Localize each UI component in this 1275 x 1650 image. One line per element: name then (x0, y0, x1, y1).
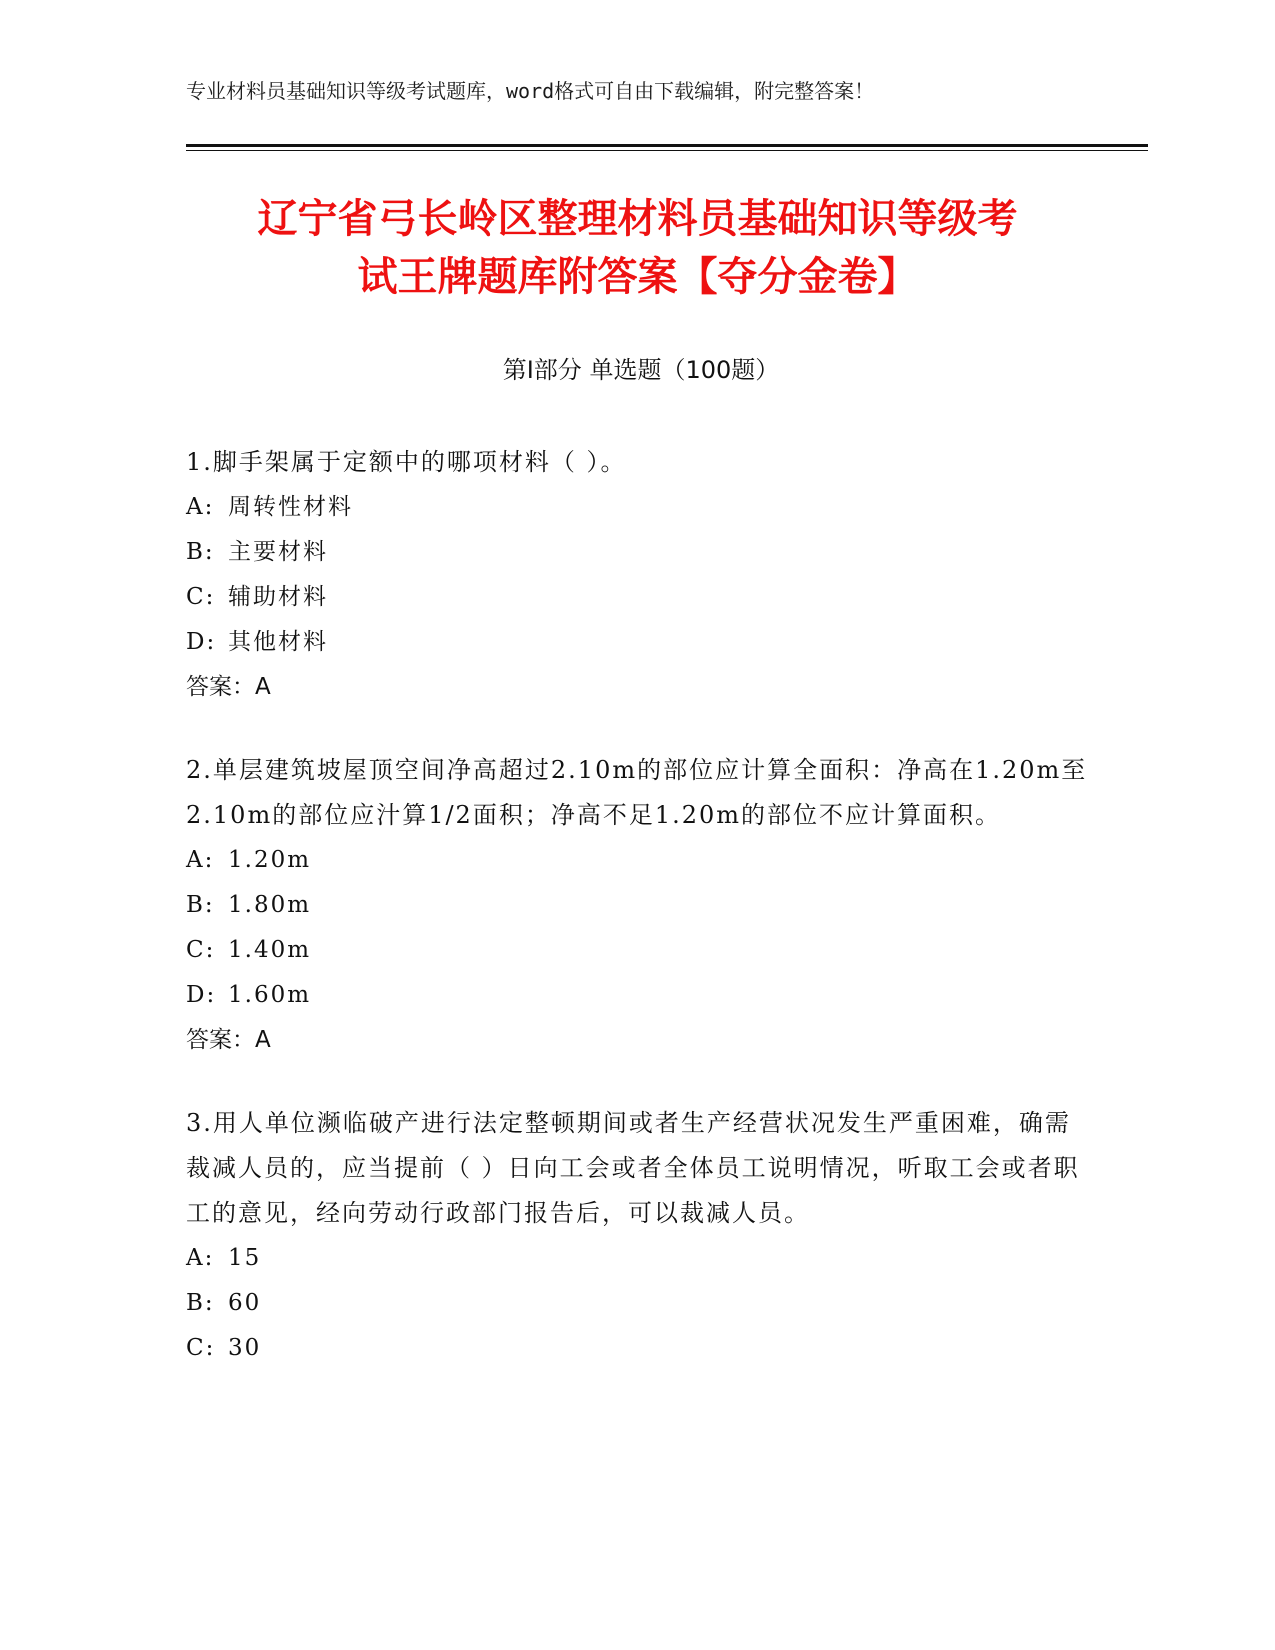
option-letter: B: (186, 1290, 215, 1316)
section-heading: 第Ⅰ部分 单选题（100题） (502, 356, 780, 384)
question-3-option-a (186, 1236, 1096, 1281)
option-letter: C: (186, 1335, 216, 1361)
option-letter: D: (186, 629, 217, 655)
question-1-stem: 1.脚手架属于定额中的哪项材料（ ）。 (186, 448, 627, 476)
option-text: 其他材料 (228, 629, 328, 655)
question-2-option-d (186, 973, 1096, 1018)
option-text: 1.20m (228, 847, 312, 873)
question-2 (186, 748, 1096, 1063)
option-text: 1.40m (228, 937, 312, 963)
option-text: 15 (228, 1245, 262, 1271)
document-title-line-1: 辽宁省弓长岭区整理材料员基础知识等级考 (257, 196, 1018, 242)
question-3 (186, 1101, 1096, 1371)
question-1-answer: 答案：A (186, 674, 271, 700)
question-1-option-c (186, 575, 1096, 620)
question-2-answer: 答案：A (186, 1027, 271, 1053)
question-2-option-a (186, 838, 1096, 883)
header-note: 专业材料员基础知识等级考试题库，word格式可自由下载编辑，附完整答案！ (186, 79, 875, 103)
document-title (160, 190, 1115, 306)
option-letter: C: (186, 937, 216, 963)
question-1-option-a (186, 485, 1096, 530)
question-2-stem: 2.单层建筑坡屋顶空间净高超过2.10m的部位应计算全面积：净高在1.20m至2.10m的部位应汁算1/2面积；净高不足1.20m的部位不应计算面积。 (186, 756, 1088, 829)
question-1-option-b (186, 530, 1096, 575)
option-text: 60 (228, 1290, 262, 1316)
question-3-option-b (186, 1281, 1096, 1326)
question-1 (186, 440, 1096, 710)
question-1-option-d (186, 620, 1096, 665)
option-letter: C: (186, 584, 216, 610)
question-2-option-b (186, 883, 1096, 928)
question-2-option-c (186, 928, 1096, 973)
header-divider-thick (186, 144, 1148, 147)
option-text: 主要材料 (228, 539, 328, 565)
option-text: 30 (228, 1335, 262, 1361)
option-letter: A: (186, 494, 215, 520)
question-list (186, 440, 1096, 1409)
option-text: 1.80m (228, 892, 312, 918)
header-divider-thin (186, 150, 1148, 151)
option-letter: B: (186, 892, 215, 918)
option-letter: A: (186, 847, 215, 873)
document-title-line-2: 试王牌题库附答案【夺分金卷】 (357, 254, 918, 300)
option-text: 辅助材料 (228, 584, 328, 610)
option-text: 周转性材料 (228, 494, 353, 520)
option-letter: D: (186, 982, 217, 1008)
question-3-stem: 3.用人单位濒临破产进行法定整顿期间或者生产经营状况发生严重困难，确需裁减人员的，应当提前（ ）日向工会或者全体员工说明情况，听取工会或者职工的意见，经向劳动行政部门报告后，可以裁减人员。 (186, 1109, 1080, 1227)
option-letter: A: (186, 1245, 215, 1271)
option-text: 1.60m (228, 982, 312, 1008)
option-letter: B: (186, 539, 215, 565)
question-3-option-c (186, 1326, 1096, 1371)
